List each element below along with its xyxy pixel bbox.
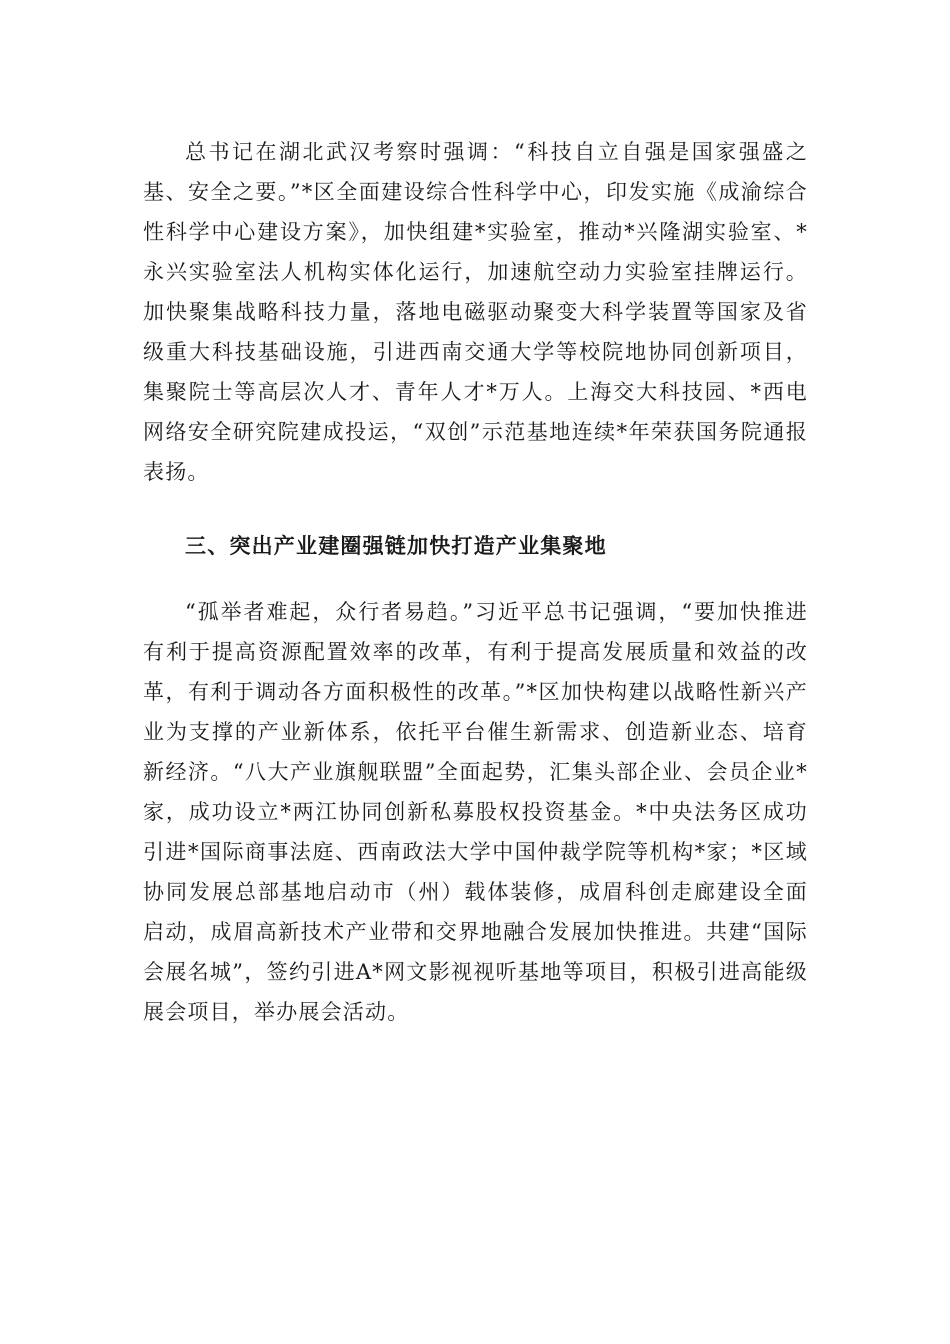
paragraph-tech-self-reliance: 总书记在湖北武汉考察时强调：“科技自立自强是国家强盛之基、安全之要。”*区全面建设综合性科学中心，印发实施《成渝综合性科学中心建设方案》，加快组建*实验室，推动*兴隆湖实验室、*永兴实验室法人机构实体化运行，加速航空动力实验室挂牌运行。加快聚集战略科技力量，落地电磁驱动聚变大科学装置等国家及省级重大科技基础设施，引进西南交通大学等校院地协同创新项目，集聚院士等高层次人才、青年人才*万人。上海交大科技园、*西电网络安全研究院建成投运，“双创”示范基地连续*年荣获国务院通报表扬。	[143, 140, 808, 484]
section-heading: 三、突出产业建圈强链加快打造产业集聚地	[185, 534, 607, 558]
paragraph-industry-cluster: “孤举者难起，众行者易趋。”习近平总书记强调，“要加快推进有利于提高资源配置效率的改革，有利于提高发展质量和效益的改革，有利于调动各方面积极性的改革。”*区加快构建以战略性新兴产业为支撑的产业新体系，依托平台催生新需求、创造新业态、培育新经济。“八大产业旗舰联盟”全面起势，汇集头部企业、会员企业*家，成功设立*两江协同创新私募股权投资基金。*中央法务区成功引进*国际商事法庭、西南政法大学中国仲裁学院等机构*家；*区域协同发展总部基地启动市（州）载体装修，成眉科创走廊建设全面启动，成眉高新技术产业带和交界地融合发展加快推进。共建“国际会展名城”，签约引进A*网文影视视听基地等项目，积极引进高能级展会项目，举办展会活动。	[143, 600, 808, 1024]
document-body	[143, 132, 808, 1032]
